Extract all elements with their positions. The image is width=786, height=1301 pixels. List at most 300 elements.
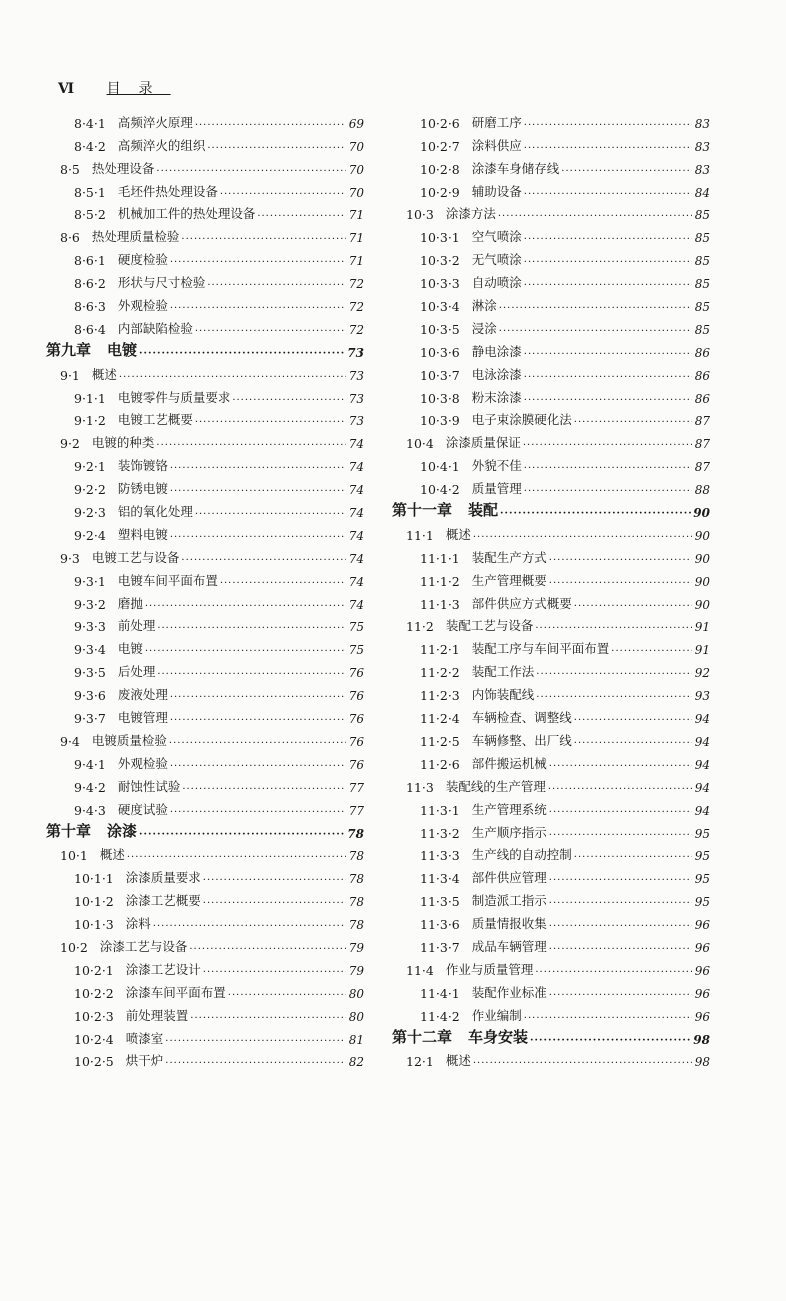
toc-leader-dots — [574, 734, 692, 749]
toc-entry-page: 91 — [694, 620, 710, 635]
toc-entry — [392, 612, 710, 635]
toc-entry-title: 涂漆 — [107, 821, 138, 840]
toc-entry-title: 耐蚀性试验 — [117, 778, 181, 794]
toc-entry-page: 74 — [348, 574, 364, 589]
toc-entry-number: 10·1·3 — [74, 917, 114, 933]
toc-leader-dots — [499, 322, 692, 337]
toc-entry-page: 85 — [694, 231, 710, 246]
page-number-roman: Ⅵ — [58, 81, 76, 97]
toc-entry-number: 9·3 — [60, 550, 80, 566]
toc-entry-title: 电镀车间平面布置 — [117, 572, 218, 588]
toc-entry-page: 74 — [348, 551, 364, 566]
toc-entry-title: 淋涂 — [471, 298, 497, 314]
toc-leader-dots — [574, 413, 692, 428]
toc-entry — [392, 154, 710, 177]
toc-entry-title: 静电涂漆 — [471, 343, 522, 359]
toc-leader-dots — [170, 757, 346, 772]
toc-leader-dots — [189, 940, 346, 955]
toc-entry-page: 94 — [694, 734, 710, 749]
toc-entry-number: 9·1·1 — [74, 390, 106, 406]
toc-entry-page: 90 — [693, 506, 710, 521]
toc-entry-title: 废液处理 — [117, 687, 168, 703]
toc-leader-dots — [500, 502, 691, 520]
toc-entry — [46, 589, 364, 612]
toc-chapter-entry — [392, 497, 710, 520]
toc-entry-title: 概述 — [91, 366, 117, 382]
toc-entry-number: 10·3·5 — [420, 321, 460, 337]
toc-entry-title: 概述 — [445, 526, 471, 542]
toc-right-column — [392, 108, 710, 1069]
toc-entry-title: 内部缺陷检验 — [117, 320, 193, 336]
toc-leader-dots — [170, 711, 346, 726]
toc-entry-number: 9·4·1 — [74, 756, 106, 772]
toc-entry-title: 部件供应管理 — [471, 870, 547, 886]
toc-entry — [46, 1047, 364, 1070]
toc-entry-number: 10·3·6 — [420, 344, 460, 360]
toc-entry-number: 9·4·3 — [74, 802, 106, 818]
toc-entry — [46, 154, 364, 177]
toc-entry-title: 车辆修整、出厂线 — [471, 732, 572, 748]
toc-entry — [392, 1047, 710, 1070]
toc-entry-number: 10·2·3 — [74, 1008, 114, 1024]
toc-entry-page: 96 — [694, 963, 710, 978]
toc-entry-title: 内饰装配线 — [471, 687, 535, 703]
toc-entry — [46, 726, 364, 749]
toc-entry — [392, 245, 710, 268]
toc-entry-page: 76 — [348, 712, 364, 727]
toc-entry — [46, 406, 364, 429]
toc-entry-title: 涂漆方法 — [445, 206, 496, 222]
toc-leader-dots — [524, 230, 692, 245]
toc-leader-dots — [548, 780, 692, 795]
toc-entry-number: 11·3·5 — [420, 894, 460, 910]
toc-entry-page: 69 — [348, 116, 364, 131]
toc-entry-number: 11·2·2 — [420, 665, 460, 681]
toc-leader-dots — [156, 436, 346, 451]
toc-entry-number: 9·3·6 — [74, 688, 106, 704]
toc-entry — [392, 978, 710, 1001]
toc-entry — [46, 863, 364, 886]
toc-leader-dots — [165, 1032, 346, 1047]
toc-leader-dots — [170, 528, 346, 543]
toc-entry-number: 10·2·7 — [420, 138, 460, 154]
toc-entry-number: 10·4·1 — [420, 459, 460, 475]
toc-entry-number: 第十二章 — [392, 1027, 453, 1046]
toc-entry-page: 80 — [348, 986, 364, 1001]
toc-entry-page: 94 — [694, 780, 710, 795]
toc-entry-title: 车辆检查、调整线 — [471, 710, 572, 726]
toc-entry — [46, 612, 364, 635]
toc-entry-title: 电镀管理 — [117, 710, 168, 726]
toc-entry — [392, 772, 710, 795]
toc-leader-dots — [203, 963, 346, 978]
toc-leader-dots — [170, 299, 346, 314]
toc-entry-page: 76 — [348, 757, 364, 772]
toc-leader-dots — [232, 391, 346, 406]
toc-entry — [46, 108, 364, 131]
toc-entry-page: 78 — [348, 895, 364, 910]
toc-leader-dots — [549, 986, 692, 1001]
toc-entry-page: 85 — [694, 277, 710, 292]
toc-entry-page: 80 — [348, 1009, 364, 1024]
toc-entry — [46, 566, 364, 589]
toc-entry-title: 装配工序与车间平面布置 — [471, 641, 610, 657]
toc-entry-title: 质量管理 — [471, 481, 522, 497]
toc-entry-title: 电镀零件与质量要求 — [117, 389, 231, 405]
toc-entry-title: 空气喷涂 — [471, 229, 522, 245]
toc-entry-page: 91 — [694, 643, 710, 658]
toc-entry-number: 11·2·4 — [420, 711, 460, 727]
toc-entry-title: 外观检验 — [117, 298, 168, 314]
toc-entry-title: 装配线的生产管理 — [445, 778, 546, 794]
toc-entry-number: 第十一章 — [392, 501, 453, 520]
toc-entry-page: 77 — [348, 803, 364, 818]
toc-entry — [392, 177, 710, 200]
toc-entry — [392, 795, 710, 818]
toc-entry-page: 72 — [348, 322, 364, 337]
toc-entry-page: 70 — [348, 185, 364, 200]
toc-leader-dots — [203, 894, 346, 909]
toc-leader-dots — [549, 803, 692, 818]
toc-entry-page: 95 — [694, 872, 710, 887]
toc-leader-dots — [190, 1009, 346, 1024]
toc-entry-number: 8·5·1 — [74, 184, 106, 200]
toc-entry-page: 90 — [694, 551, 710, 566]
toc-entry — [392, 818, 710, 841]
toc-entry-number: 10·1 — [60, 848, 88, 864]
toc-entry-title: 电镀 — [117, 641, 143, 657]
toc-entry — [46, 314, 364, 337]
toc-entry-page: 73 — [348, 368, 364, 383]
toc-leader-dots — [145, 597, 346, 612]
toc-entry-title: 辅助设备 — [471, 183, 522, 199]
toc-leader-dots — [195, 116, 346, 131]
toc-entry — [392, 657, 710, 680]
toc-entry-number: 第九章 — [46, 340, 92, 359]
toc-entry — [46, 772, 364, 795]
toc-entry-number: 11·3·4 — [420, 871, 460, 887]
toc-entry — [46, 841, 364, 864]
toc-entry-page: 83 — [694, 116, 710, 131]
toc-entry — [392, 726, 710, 749]
toc-entry-page: 94 — [694, 712, 710, 727]
toc-entry-number: 11·2·1 — [420, 642, 460, 658]
toc-entry-title: 高频淬火的组织 — [117, 137, 206, 153]
toc-leader-dots — [530, 1029, 691, 1047]
toc-entry-title: 装配工作法 — [471, 664, 535, 680]
toc-entry — [392, 955, 710, 978]
toc-entry — [392, 360, 710, 383]
toc-entry — [392, 108, 710, 131]
toc-leader-dots — [535, 963, 692, 978]
toc-entry — [392, 520, 710, 543]
toc-entry-number: 9·3·1 — [74, 573, 106, 589]
toc-entry-title: 前处理 — [117, 618, 156, 634]
toc-entry-page: 82 — [348, 1055, 364, 1070]
toc-leader-dots — [574, 848, 692, 863]
toc-entry-number: 10·2·9 — [420, 184, 460, 200]
toc-entry-page: 74 — [348, 528, 364, 543]
toc-entry-title: 涂漆质量保证 — [445, 435, 521, 451]
toc-entry-page: 94 — [694, 803, 710, 818]
toc-entry-page: 85 — [694, 208, 710, 223]
toc-entry-page: 76 — [348, 666, 364, 681]
toc-entry-title: 生产管理概要 — [471, 572, 547, 588]
toc-entry-page: 86 — [694, 391, 710, 406]
toc-leader-dots — [195, 505, 346, 520]
toc-leader-dots — [170, 688, 346, 703]
toc-leader-dots — [139, 342, 345, 360]
toc-entry-page: 90 — [694, 574, 710, 589]
toc-leader-dots — [195, 413, 346, 428]
toc-entry — [46, 520, 364, 543]
toc-entry — [46, 222, 364, 245]
toc-entry-page: 77 — [348, 780, 364, 795]
toc-entry-title: 部件搬运机械 — [471, 755, 547, 771]
toc-leader-dots — [524, 116, 692, 131]
toc-entry — [46, 909, 364, 932]
toc-entry — [392, 841, 710, 864]
toc-entry — [392, 268, 710, 291]
toc-leader-dots — [139, 823, 345, 841]
toc-entry-title: 作业与质量管理 — [445, 961, 534, 977]
toc-leader-dots — [524, 1009, 692, 1024]
toc-entry-page: 87 — [694, 460, 710, 475]
toc-entry-page: 85 — [694, 300, 710, 315]
toc-entry-title: 高频淬火原理 — [117, 114, 193, 130]
toc-leader-dots — [473, 528, 692, 543]
toc-entry-number: 10·2·1 — [74, 962, 114, 978]
toc-entry-page: 95 — [694, 895, 710, 910]
toc-leader-dots — [473, 1054, 692, 1069]
toc-entry-number: 12·1 — [406, 1054, 434, 1070]
toc-leader-dots — [549, 917, 692, 932]
toc-entry-number: 10·2·8 — [420, 161, 460, 177]
toc-entry-number: 11·3·7 — [420, 939, 460, 955]
toc-entry — [392, 634, 710, 657]
toc-entry-number: 9·2·2 — [74, 482, 106, 498]
toc-entry-number: 8·6 — [60, 230, 80, 246]
toc-entry-title: 装配生产方式 — [471, 549, 547, 565]
toc-entry-title: 外貌不佳 — [471, 458, 522, 474]
toc-entry-page: 76 — [348, 689, 364, 704]
toc-entry-title: 浸涂 — [471, 320, 497, 336]
toc-entry-title: 涂漆车身储存线 — [471, 160, 560, 176]
toc-entry-page: 98 — [693, 1032, 710, 1047]
toc-entry — [46, 1001, 364, 1024]
toc-leader-dots — [549, 940, 692, 955]
toc-entry-title: 电镀工艺与设备 — [91, 549, 180, 565]
toc-entry-page: 87 — [694, 414, 710, 429]
toc-entry-title: 电泳涂漆 — [471, 366, 522, 382]
toc-entry — [392, 222, 710, 245]
toc-entry — [46, 795, 364, 818]
toc-entry-title: 电镀质量检验 — [91, 732, 167, 748]
toc-entry — [46, 634, 364, 657]
toc-entry-page: 92 — [694, 666, 710, 681]
toc-entry-page: 74 — [348, 437, 364, 452]
toc-entry-number: 第十章 — [46, 821, 92, 840]
toc-entry — [46, 1024, 364, 1047]
toc-entry-page: 96 — [694, 1009, 710, 1024]
toc-entry-page: 90 — [694, 528, 710, 543]
toc-leader-dots — [499, 299, 692, 314]
toc-entry-title: 形状与尺寸检验 — [117, 275, 206, 291]
toc-left-column — [46, 108, 364, 1069]
toc-entry-page: 78 — [348, 918, 364, 933]
toc-leader-dots — [524, 253, 692, 268]
toc-entry-page: 78 — [348, 872, 364, 887]
toc-entry — [392, 200, 710, 223]
toc-entry-number: 11·2·6 — [420, 756, 460, 772]
toc-entry-page: 71 — [348, 208, 364, 223]
toc-entry-title: 粉末涂漆 — [471, 389, 522, 405]
toc-entry — [392, 566, 710, 589]
toc-entry — [46, 360, 364, 383]
toc-entry — [46, 451, 364, 474]
toc-entry-number: 9·2·4 — [74, 527, 106, 543]
toc-entry — [392, 451, 710, 474]
toc-leader-dots — [228, 986, 346, 1001]
toc-entry — [392, 589, 710, 612]
toc-entry-number: 10·2 — [60, 939, 88, 955]
toc-leader-dots — [165, 1054, 346, 1069]
toc-entry — [46, 955, 364, 978]
toc-leader-dots — [549, 551, 692, 566]
toc-entry-number: 9·1 — [60, 367, 80, 383]
toc-entry-number: 10·3·2 — [420, 253, 460, 269]
toc-leader-dots — [561, 162, 692, 177]
toc-entry-title: 部件供应方式概要 — [471, 595, 572, 611]
toc-entry — [46, 886, 364, 909]
toc-entry-page: 95 — [694, 826, 710, 841]
toc-leader-dots — [181, 230, 346, 245]
toc-entry-number: 9·2 — [60, 436, 80, 452]
toc-leader-dots — [536, 688, 692, 703]
toc-entry-number: 8·4·2 — [74, 138, 106, 154]
toc-entry-number: 9·2·3 — [74, 505, 106, 521]
toc-entry-title: 涂漆工艺与设备 — [99, 938, 188, 954]
toc-entry-number: 11·2 — [406, 619, 434, 635]
toc-entry-number: 11·1 — [406, 527, 434, 543]
toc-leader-dots — [524, 276, 692, 291]
toc-entry-number: 10·2·5 — [74, 1054, 114, 1070]
toc-entry-title: 后处理 — [117, 664, 156, 680]
toc-leader-dots — [524, 185, 692, 200]
toc-entry-page: 88 — [694, 483, 710, 498]
toc-entry-number: 11·4·2 — [420, 1008, 460, 1024]
toc-entry-page: 72 — [348, 300, 364, 315]
toc-entry — [392, 474, 710, 497]
toc-leader-dots — [524, 482, 692, 497]
toc-leader-dots — [153, 917, 346, 932]
toc-chapter-entry — [46, 337, 364, 360]
toc-entry — [392, 383, 710, 406]
toc-entry-number: 11·1·2 — [420, 573, 460, 589]
toc-leader-dots — [574, 597, 692, 612]
toc-leader-dots — [536, 665, 692, 680]
toc-entry-title: 作业编制 — [471, 1007, 522, 1023]
toc-entry-number: 8·6·3 — [74, 299, 106, 315]
toc-entry — [392, 909, 710, 932]
toc-entry-number: 8·5·2 — [74, 207, 106, 223]
toc-entry — [46, 978, 364, 1001]
toc-entry-number: 11·1·1 — [420, 550, 460, 566]
toc-entry — [392, 131, 710, 154]
toc-entry-title: 机械加工件的热处理设备 — [117, 206, 256, 222]
toc-entry-title: 装饰镀铬 — [117, 458, 168, 474]
toc-entry-title: 装配 — [468, 501, 499, 520]
toc-entry-title: 硬度检验 — [117, 252, 168, 268]
toc-entry-number: 8·5 — [60, 161, 80, 177]
toc-leader-dots — [549, 574, 692, 589]
toc-leader-dots — [524, 391, 692, 406]
toc-entry-number: 11·1·3 — [420, 596, 460, 612]
toc-leader-dots — [156, 162, 346, 177]
toc-entry-number: 11·3·1 — [420, 802, 460, 818]
toc-entry-title: 生产管理系统 — [471, 801, 547, 817]
toc-entry-title: 喷漆室 — [125, 1030, 164, 1046]
toc-leader-dots — [145, 642, 346, 657]
toc-entry — [392, 863, 710, 886]
toc-entry — [46, 383, 364, 406]
toc-entry-title: 电镀的种类 — [91, 435, 155, 451]
toc-entry — [392, 1001, 710, 1024]
toc-entry-title: 电镀 — [107, 340, 138, 359]
toc-leader-dots — [549, 894, 692, 909]
toc-entry-title: 涂漆工艺概要 — [125, 893, 201, 909]
toc-entry-number: 9·3·7 — [74, 711, 106, 727]
toc-entry-number: 10·2·4 — [74, 1031, 114, 1047]
toc-entry — [392, 337, 710, 360]
toc-entry — [392, 406, 710, 429]
toc-entry-title: 生产线的自动控制 — [471, 847, 572, 863]
toc-entry-number: 11·2·5 — [420, 733, 460, 749]
toc-entry-number: 9·3·5 — [74, 665, 106, 681]
toc-entry-title: 铝的氧化处理 — [117, 504, 193, 520]
toc-entry — [392, 932, 710, 955]
toc-entry-page: 87 — [694, 437, 710, 452]
toc-leader-dots — [524, 345, 692, 360]
toc-entry-title: 概述 — [99, 847, 125, 863]
toc-entry-page: 83 — [694, 139, 710, 154]
toc-entry-number: 10·2·6 — [420, 115, 460, 131]
toc-entry-title: 涂料供应 — [471, 137, 522, 153]
toc-entry-page: 96 — [694, 986, 710, 1001]
toc-entry-number: 11·4·1 — [420, 985, 460, 1001]
toc-leader-dots — [257, 207, 346, 222]
toc-entry — [46, 177, 364, 200]
toc-entry-title: 毛坯件热处理设备 — [117, 183, 218, 199]
toc-entry — [46, 749, 364, 772]
toc-leader-dots — [157, 619, 346, 634]
toc-entry-page: 93 — [694, 689, 710, 704]
toc-entry-title: 外观检验 — [117, 755, 168, 771]
toc-leader-dots — [169, 734, 346, 749]
toc-entry — [46, 680, 364, 703]
toc-leader-dots — [195, 322, 346, 337]
toc-entry-page: 79 — [348, 940, 364, 955]
toc-entry-number: 8·6·2 — [74, 276, 106, 292]
toc-entry-page: 86 — [694, 345, 710, 360]
toc-entry-page: 79 — [348, 963, 364, 978]
toc-leader-dots — [498, 207, 692, 222]
toc-entry-number: 10·1·1 — [74, 871, 114, 887]
toc-entry — [46, 657, 364, 680]
toc-entry — [392, 749, 710, 772]
toc-entry — [392, 680, 710, 703]
toc-entry — [392, 291, 710, 314]
